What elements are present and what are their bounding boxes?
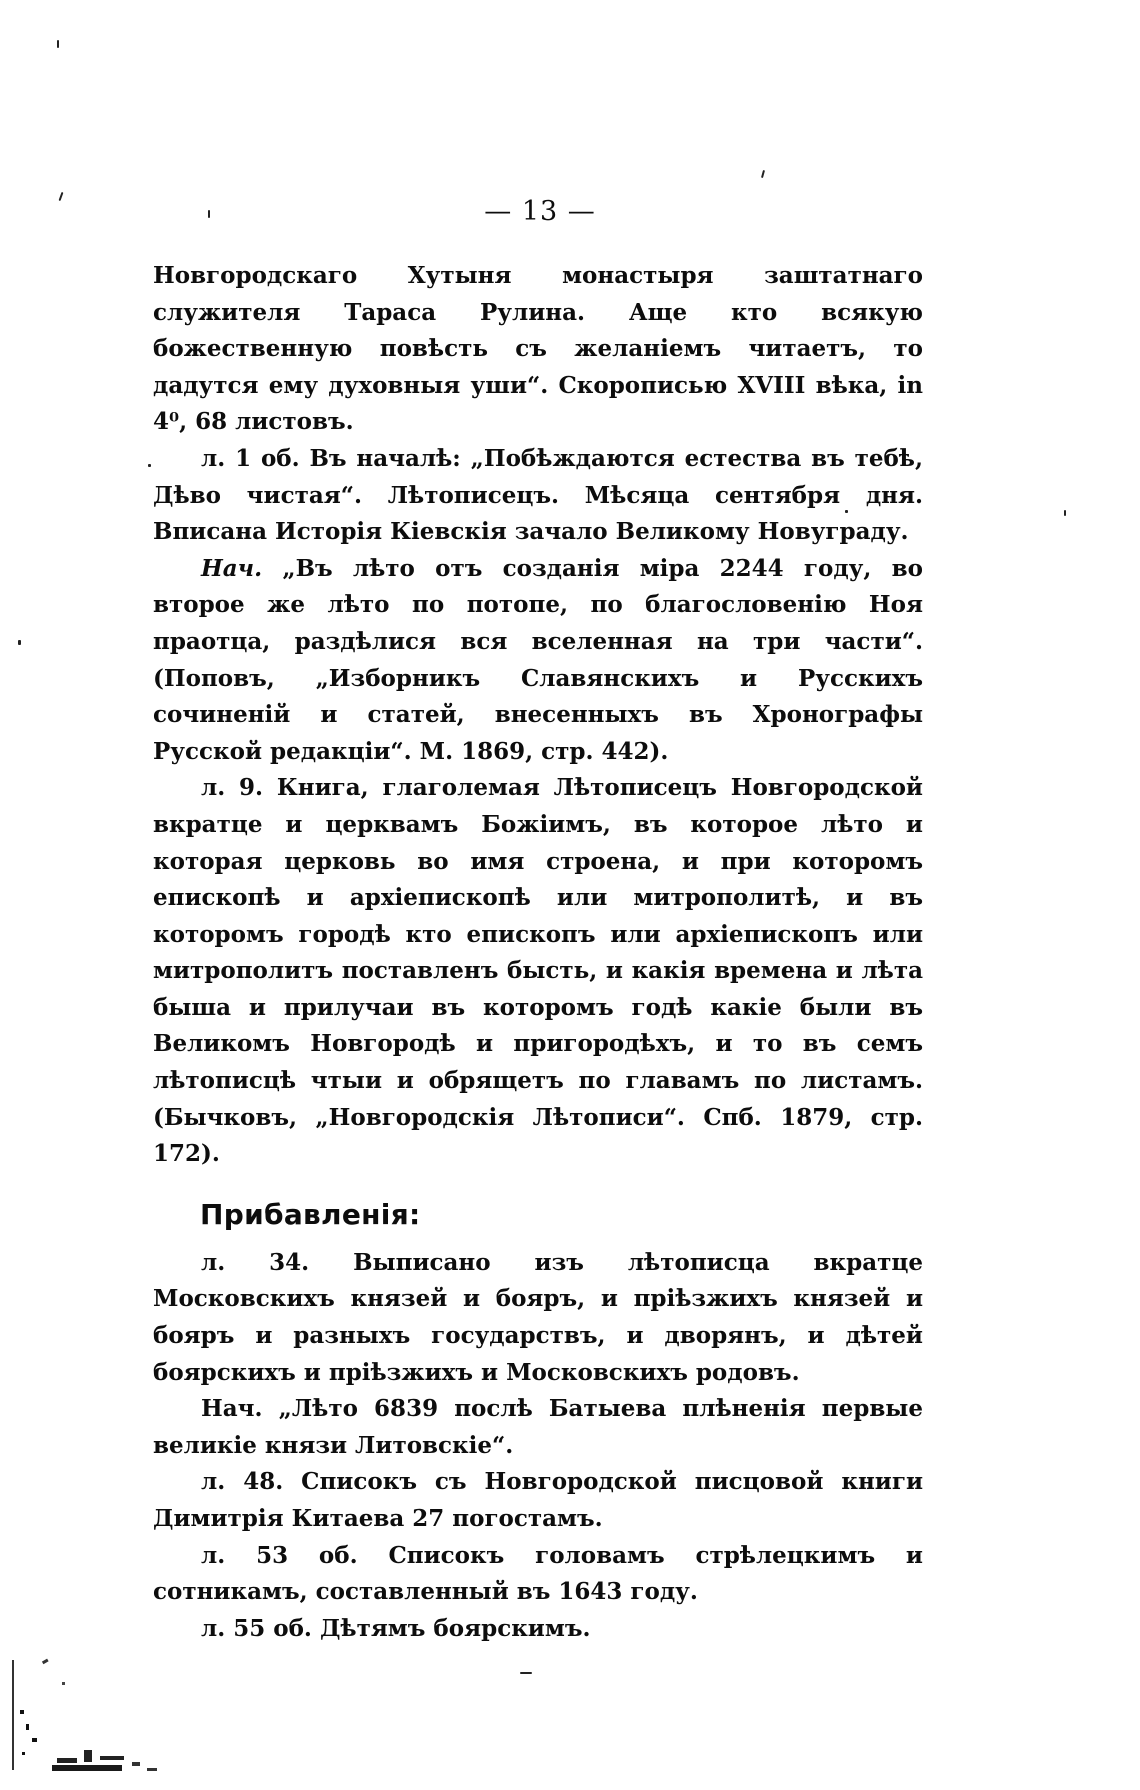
addition-item-34: л. 34. Выписано изъ лѣтописца вкратце Московскихъ князей и бояръ, и пріѣзжихъ князей и бояръ и разныхъ государствъ, и дворянъ, и дѣтей боярскихъ и пріѣзжихъ и Московскихъ родовъ. [153, 1248, 923, 1386]
addition-item-55: л. 55 об. Дѣтямъ боярскимъ. [201, 1614, 591, 1642]
additions-heading: Прибавленія: [200, 1197, 421, 1231]
addition-item-53: л. 53 об. Списокъ головамъ стрѣлецкимъ и сотникамъ, составленный въ 1643 году. [153, 1541, 923, 1606]
scan-speck [148, 464, 151, 467]
paragraph-leaf-9: л. 9. Книга, глаголемая Лѣтописецъ Новгородской вкратце и церквамъ Божіимъ, въ которое лѣто и которая церковь во имя строена, и при которомъ епископѣ и архіепископѣ или митрополитѣ, и въ которомъ городѣ кто епископъ или архіепископъ или митрополитъ поставленъ бысть, и какія времена и лѣта быша и прилучаи въ которомъ годѣ какіе были въ Великомъ Новгородѣ и пригородѣхъ, и то въ семъ лѣтописцѣ чтыи и обрящетъ по главамъ по листамъ. (Бычковъ, „Новгородскія Лѣтописи“. Спб. 1879, стр. 172). [153, 774, 923, 1168]
page-number: — 13 — [484, 196, 596, 227]
scan-speck [520, 1672, 532, 1674]
paragraph-continuation: Новгородскаго Хутыня монастыря заштатнаго служителя Тараса Рулина. Аще кто всякую божественную повѣсть съ желаніемъ читаетъ, то дадутся ему духовныя уши“. Скорописью XVIII вѣка, in 4⁰, 68 листовъ. [153, 262, 923, 436]
incipit-text: „Въ лѣто отъ созданія міра 2244 году, во второе же лѣто по потопе, по благословенію Ноя праотца, раздѣлися вся вселенная на три части“. (Поповъ, „Изборникъ Славянскихъ и Русскихъ сочиненій и статей, внесенныхъ въ Хронографы Русской редакціи“. М. 1869, стр. 442). [153, 554, 923, 765]
scan-speck [761, 170, 765, 178]
paragraph-incipit [153, 551, 923, 771]
scan-speck [57, 40, 59, 48]
scan-speck [1064, 510, 1066, 516]
scan-speck [845, 510, 848, 513]
scan-speck [18, 640, 21, 645]
addition-item-incipit: Нач. „Лѣто 6839 послѣ Батыева плѣненія первые великіе князи Литовскіе“. [153, 1395, 923, 1459]
scan-corner-noise [12, 1640, 202, 1790]
incipit-label: Нач. [201, 554, 263, 582]
main-text [153, 258, 923, 1647]
scan-speck [208, 210, 210, 218]
addition-item-48: л. 48. Списокъ съ Новгородской писцовой книги Димитрія Китаева 27 погостамъ. [153, 1468, 923, 1532]
paragraph-leaf-1: л. 1 об. Въ началѣ: „Побѣждаются естества въ тебѣ, Дѣво чистая“. Лѣтописецъ. Мѣсяца сентября дня. Вписана Исторія Кіевскія зачало Великому Новуграду. [153, 444, 923, 546]
